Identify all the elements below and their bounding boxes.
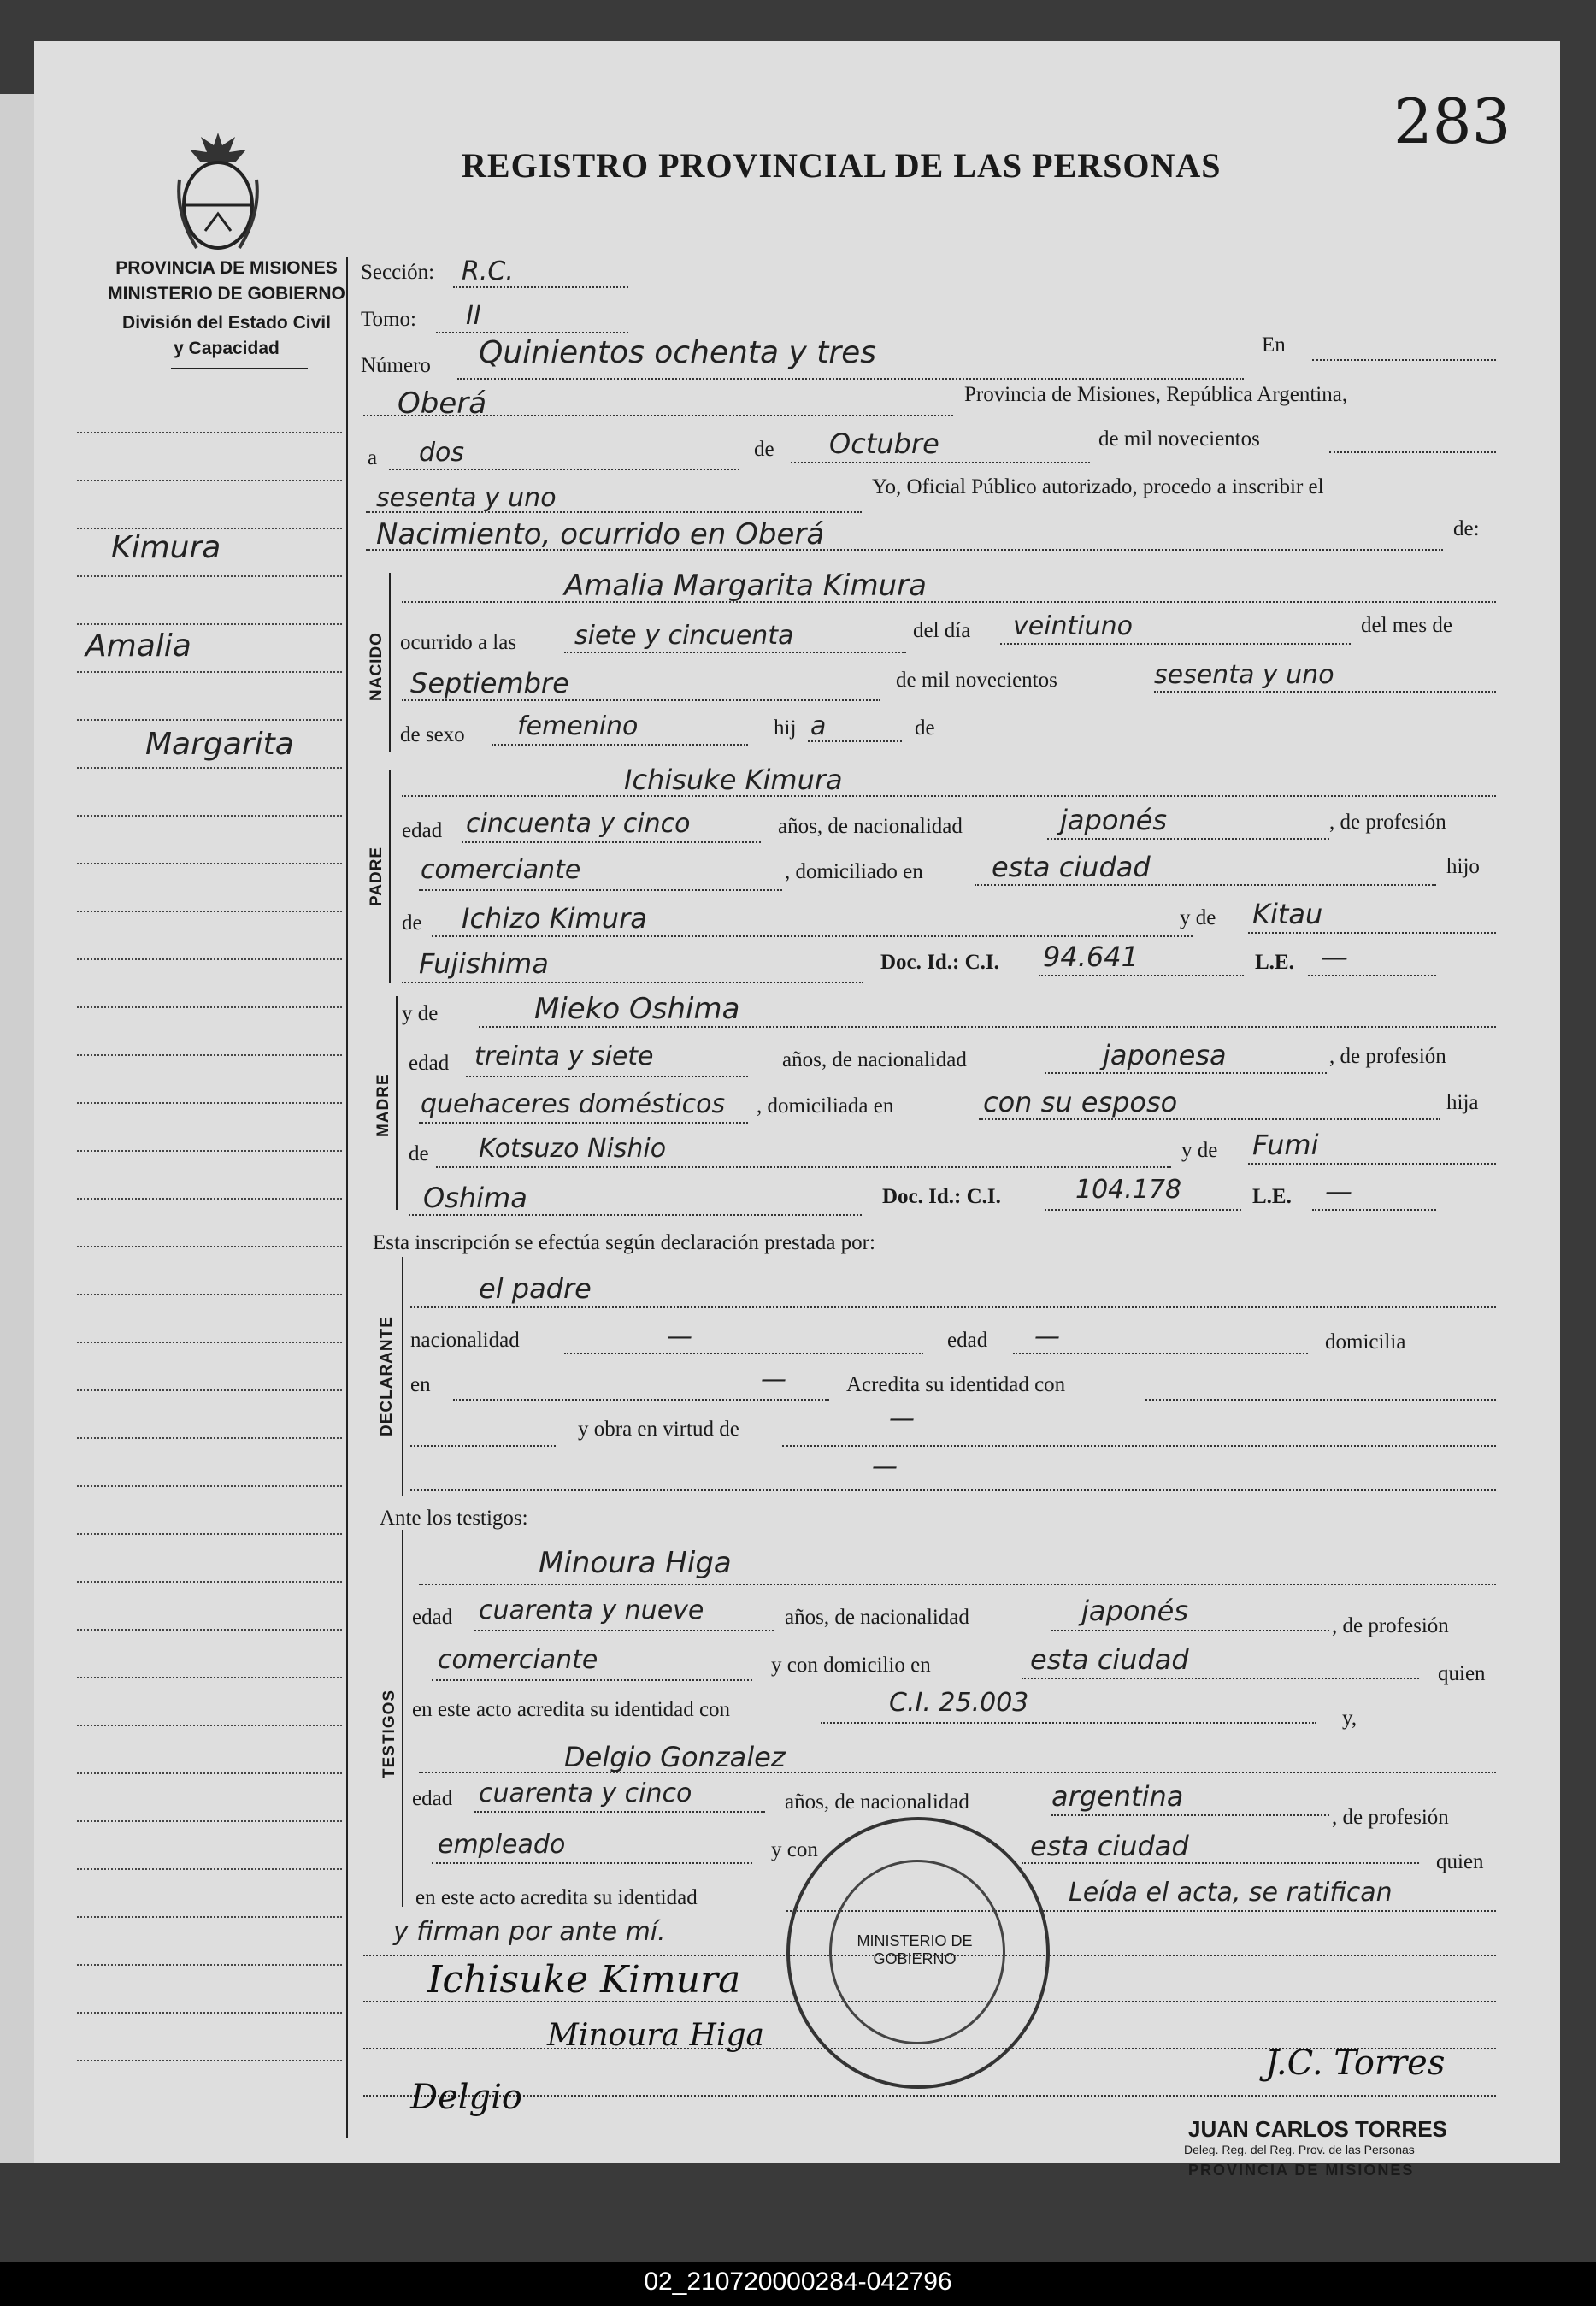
label-madre-edad: edad (409, 1052, 450, 1075)
margin-rule (77, 1629, 342, 1631)
value-madre-ci: 104.178 (1075, 1175, 1182, 1205)
label-yo-oficial: Yo, Oficial Público autorizado, procedo a inscribir el (872, 475, 1324, 498)
label-madre-le: L.E. (1252, 1185, 1292, 1208)
value-testigo1: Minoura Higa (539, 1546, 732, 1580)
margin-rule (77, 1725, 342, 1726)
margin-rule (77, 1581, 342, 1583)
line-t2-nac (1051, 1814, 1329, 1816)
margin-rule (77, 1533, 342, 1535)
label-hijo: hijo (1446, 855, 1480, 878)
line-t2-prof (432, 1862, 752, 1864)
label-t2-quien: quien (1436, 1850, 1484, 1873)
label-t1-profesion: , de profesión (1332, 1614, 1449, 1637)
margin-rule (77, 1342, 342, 1343)
value-padre-le: — (1321, 941, 1348, 973)
label-seccion: Sección: (361, 261, 435, 284)
label-ante-testigos: Ante los testigos: (380, 1507, 528, 1530)
margin-rule (77, 1006, 342, 1008)
label-t1-anos: años, de nacionalidad (785, 1606, 969, 1629)
label-decl-y-obra: y obra en virtud de (578, 1418, 739, 1441)
label-decl-domicilia: domicilia (1325, 1330, 1406, 1354)
side-label-nacido: NACIDO (368, 632, 386, 701)
value-nombre: Amalia Margarita Kimura (564, 569, 927, 603)
line-padre-edad (462, 841, 761, 843)
signature-official: J.C. Torres (1265, 2044, 1446, 2083)
margin-rule (77, 1677, 342, 1678)
label-padre-anos: años, de nacionalidad (778, 815, 963, 838)
line-madre-nac (1045, 1072, 1327, 1074)
value-sexo: femenino (517, 711, 639, 741)
label-en: En (1262, 333, 1286, 357)
official-title: Deleg. Reg. del Reg. Prov. de las Personas (1184, 2143, 1415, 2156)
line-decl-extra (410, 1489, 1496, 1491)
value-padre-dom: esta ciudad (992, 851, 1151, 883)
label-hija: hija (1446, 1091, 1479, 1114)
value-t1-ci: C.I. 25.003 (889, 1688, 1029, 1718)
value-t1-dom: esta ciudad (1030, 1643, 1189, 1676)
margin-surname: Kimura (111, 530, 221, 565)
margin-rule (77, 1437, 342, 1439)
testigos-bracket (402, 1530, 403, 1907)
header-ministry: MINISTERIO DE GOBIERNO (108, 284, 345, 304)
line-mes (791, 462, 1090, 463)
label-tomo: Tomo: (361, 308, 416, 331)
margin-rule (77, 911, 342, 912)
value-madre-madre: Fumi (1252, 1129, 1319, 1161)
label-decl-en: en (410, 1373, 431, 1396)
line-t1-ci (821, 1722, 1316, 1724)
value-madre-le: — (1325, 1175, 1352, 1207)
label-decl-acredita: Acredita su identidad con (846, 1373, 1066, 1396)
line-madre-edad (466, 1076, 748, 1077)
side-label-madre: MADRE (374, 1073, 392, 1137)
line-seccion (453, 286, 628, 288)
stamp-text: MINISTERIO DE GOBIERNO (857, 1932, 973, 1967)
line-padre-prof (419, 889, 782, 891)
value-t1-nac: japonés (1081, 1595, 1189, 1627)
line-sexo (492, 744, 748, 746)
value-madre-nac: japonesa (1103, 1039, 1227, 1071)
line-mes-nac (402, 699, 880, 701)
header-underline (171, 368, 308, 369)
value-decl-last: — (872, 1452, 898, 1482)
line-padre-dom (975, 884, 1436, 886)
label-de-colon: de: (1453, 517, 1480, 540)
line-t1-dom (1022, 1678, 1419, 1679)
value-decl-nac: — (667, 1322, 692, 1352)
line-de-mil (1329, 451, 1496, 453)
line-madre-madre (1248, 1163, 1496, 1165)
line-madre-ci (1045, 1209, 1241, 1211)
value-numero: Quinientos ochenta y tres (479, 335, 877, 370)
label-t1-acredita: en este acto acredita su identidad con (412, 1698, 731, 1721)
margin-rule (77, 1246, 342, 1247)
margin-rule (77, 528, 342, 529)
margin-rule (77, 432, 342, 433)
declarante-bracket (402, 1257, 403, 1496)
value-madre-edad: treinta y siete (474, 1041, 654, 1071)
line-madre-prof (419, 1122, 748, 1124)
margin-rule (77, 2060, 342, 2061)
side-label-testigos: TESTIGOS (380, 1689, 398, 1778)
value-dia: dos (419, 438, 465, 468)
label-padre-edad: edad (402, 819, 443, 842)
label-t2-anos: años, de nacionalidad (785, 1790, 969, 1814)
side-label-declarante: DECLARANTE (378, 1316, 396, 1436)
line-t2-edad (474, 1811, 765, 1813)
label-madre-y-de2: y de (1181, 1139, 1218, 1162)
margin-rule (77, 767, 342, 769)
label-t2-acredita: en este acto acredita su identidad (415, 1886, 698, 1909)
value-hij-suffix: a (810, 711, 827, 741)
label-de-hij: de (915, 717, 935, 740)
value-padre-edad: cincuenta y cinco (466, 809, 691, 839)
margin-rule (77, 623, 342, 625)
label-provincia: Provincia de Misiones, República Argentina, (964, 383, 1348, 406)
line-t1-prof (432, 1679, 752, 1681)
label-madre-domiciliada: , domiciliada en (757, 1094, 894, 1118)
line-decl-virtud (782, 1445, 1496, 1447)
label-madre-profesion: , de profesión (1329, 1045, 1446, 1068)
line-padre-le (1308, 975, 1436, 976)
value-t1-edad: cuarenta y nueve (479, 1595, 704, 1625)
line-padre-nac (1047, 838, 1329, 840)
value-mes: Octubre (829, 428, 939, 460)
margin-rule (77, 1294, 342, 1295)
value-madre-prof: quehaceres domésticos (421, 1089, 726, 1119)
book-binding (0, 94, 37, 2163)
value-anio-nac: sesenta y uno (1154, 660, 1334, 690)
label-padre-profesion: , de profesión (1329, 811, 1446, 834)
page-title: REGISTRO PROVINCIAL DE LAS PERSONAS (462, 146, 1222, 185)
margin-rule (77, 1964, 342, 1966)
value-cierre1: Leída el acta, se ratifican (1069, 1878, 1393, 1908)
label-madre-doc: Doc. Id.: C.I. (882, 1185, 1001, 1208)
signature-father: Ichisuke Kimura (427, 1958, 741, 2002)
value-dia-nac: veintiuno (1013, 611, 1134, 641)
line-hij (808, 740, 902, 742)
line-madre (479, 1026, 1496, 1028)
value-seccion: R.C. (462, 257, 514, 286)
value-padre-madre: Kitau (1252, 898, 1323, 930)
value-testigo2: Delgio Gonzalez (564, 1741, 786, 1773)
margin-name1: Amalia (85, 628, 191, 663)
value-declarante: el padre (479, 1272, 592, 1305)
line-madre-padre (436, 1166, 1171, 1168)
value-madre-madre2: Oshima (423, 1182, 527, 1214)
line-dia-nac (1000, 643, 1351, 645)
label-padre-y-de: y de (1180, 906, 1216, 929)
line-padre-madre (1248, 932, 1496, 934)
page-number: 283 (1393, 86, 1511, 157)
line-decl-en (453, 1399, 829, 1401)
value-cierre2: y firman por ante mí. (393, 1917, 666, 1947)
value-madre-padre: Kotsuzo Nishio (479, 1134, 667, 1164)
value-anio: sesenta y uno (376, 483, 557, 513)
label-a: a (368, 446, 378, 469)
line-dia (389, 469, 739, 470)
label-t2-profesion: , de profesión (1332, 1806, 1449, 1829)
margin-rule (77, 575, 342, 577)
label-ocurrido: ocurrido a las (400, 631, 517, 654)
value-acto: Nacimiento, ocurrido en Oberá (376, 517, 825, 551)
value-padre-prof: comerciante (421, 855, 581, 885)
value-padre-padre: Ichizo Kimura (462, 902, 647, 935)
signature-witness2: Delgio (410, 2078, 523, 2117)
margin-rule (77, 1485, 342, 1487)
value-t1-prof: comerciante (438, 1645, 598, 1675)
margin-rule (77, 815, 342, 817)
margin-divider (346, 257, 348, 2138)
line-nombre (402, 601, 1496, 603)
nacido-bracket (389, 573, 391, 752)
label-t1-edad: edad (412, 1606, 453, 1629)
label-decl-nacionalidad: nacionalidad (410, 1329, 520, 1352)
value-madre: Mieko Oshima (534, 992, 740, 1026)
label-del-dia: del día (913, 619, 971, 642)
line-madre-le (1312, 1209, 1436, 1211)
line-numero (457, 378, 1244, 380)
margin-rule (77, 958, 342, 960)
value-padre-ci: 94.641 (1043, 941, 1139, 973)
label-t1-quien: quien (1438, 1662, 1486, 1685)
margin-rule (77, 1054, 342, 1056)
margin-rule (77, 863, 342, 864)
value-t2-nac: argentina (1051, 1780, 1184, 1813)
margin-rule (77, 719, 342, 721)
line-padre (402, 795, 1496, 797)
header-division: División del Estado Civil (122, 313, 331, 333)
signature-witness1: Minoura Higa (547, 2018, 764, 2053)
value-decl-edad: — (1034, 1322, 1060, 1352)
line-declarante (410, 1306, 1496, 1308)
line-t2-dom (1022, 1862, 1419, 1864)
coat-of-arms-icon (171, 128, 265, 257)
label-del-mes: del mes de (1361, 614, 1452, 637)
line-padre-madre2 (402, 982, 863, 983)
label-padre-domiciliado: , domiciliado en (785, 860, 923, 883)
line-decl-acredita (1145, 1399, 1496, 1401)
margin-rule (77, 1916, 342, 1918)
line-decl-edad (1013, 1353, 1308, 1354)
margin-rule (77, 1389, 342, 1391)
value-t2-edad: cuarenta y cinco (479, 1778, 692, 1808)
value-padre: Ichisuke Kimura (624, 764, 843, 796)
footer-label: 02_210720000284-042796 (644, 2268, 952, 2296)
margin-name2: Margarita (145, 727, 294, 762)
official-name: JUAN CARLOS TORRES (1188, 2116, 1447, 2142)
label-padre-le: L.E. (1255, 951, 1294, 974)
label-esta-inscripcion: Esta inscripción se efectúa según declaración prestada por: (373, 1231, 875, 1254)
line-hora (564, 652, 906, 653)
line-padre-ci (1039, 975, 1244, 976)
label-t2-y-con: y con (771, 1838, 818, 1861)
line-madre-madre2 (409, 1214, 862, 1216)
line-decl-virtud-pre (410, 1445, 556, 1447)
line-madre-dom (979, 1118, 1440, 1120)
label-t1-y: y, (1342, 1707, 1357, 1730)
value-lugar: Oberá (398, 386, 487, 421)
value-hora: siete y cincuenta (574, 621, 794, 651)
label-madre-y-de: y de (402, 1002, 439, 1025)
line-testigo1 (419, 1584, 1496, 1585)
side-label-padre: PADRE (368, 846, 386, 906)
value-decl-virtud: — (889, 1404, 915, 1434)
margin-rule (77, 1868, 342, 1870)
label-decl-edad: edad (947, 1329, 988, 1352)
value-t2-dom: esta ciudad (1030, 1830, 1189, 1862)
value-decl-en: — (761, 1365, 786, 1395)
label-de-mil2: de mil novecientos (896, 669, 1057, 692)
margin-rule (77, 2012, 342, 2014)
line-testigo2 (419, 1772, 1496, 1773)
label-de-mil: de mil novecientos (1098, 428, 1260, 451)
margin-rule (77, 480, 342, 481)
value-madre-dom: con su esposo (983, 1086, 1178, 1118)
label-numero: Número (361, 354, 431, 377)
official-province: PROVINCIA DE MISIONES (1188, 2162, 1415, 2179)
value-mes-nac: Septiembre (410, 667, 569, 699)
line-tomo (436, 332, 628, 333)
header-province: PROVINCIA DE MISIONES (115, 258, 338, 278)
label-hij: hij (774, 717, 797, 740)
label-t1-domicilio: y con domicilio en (771, 1654, 931, 1677)
value-t2-prof: empleado (438, 1830, 566, 1860)
label-madre-de: de (409, 1142, 429, 1165)
margin-rule (77, 1150, 342, 1152)
line-extra-3 (363, 2095, 1496, 2097)
line-anio-nac (1154, 691, 1496, 693)
label-de-sexo: de sexo (400, 723, 465, 746)
value-padre-madre2: Fujishima (419, 947, 549, 980)
margin-rule (77, 1772, 342, 1774)
margin-rule (77, 1820, 342, 1822)
line-t1-edad (474, 1630, 774, 1631)
line-t1-nac (1051, 1630, 1329, 1631)
line-decl-nac (564, 1353, 923, 1354)
line-padre-padre (432, 935, 1193, 937)
label-padre-doc: Doc. Id.: C.I. (880, 951, 999, 974)
header-capacity: y Capacidad (174, 339, 280, 358)
padre-bracket (389, 770, 391, 983)
margin-rule (77, 1198, 342, 1200)
line-en (1312, 359, 1496, 361)
madre-bracket (396, 996, 398, 1210)
label-de: de (754, 438, 774, 461)
label-padre-de: de (402, 911, 422, 935)
value-tomo: II (466, 301, 481, 331)
margin-rule (77, 1102, 342, 1104)
margin-rule (77, 671, 342, 673)
value-padre-nac: japonés (1060, 804, 1168, 836)
label-t2-edad: edad (412, 1787, 453, 1810)
label-madre-anos: años, de nacionalidad (782, 1048, 967, 1071)
